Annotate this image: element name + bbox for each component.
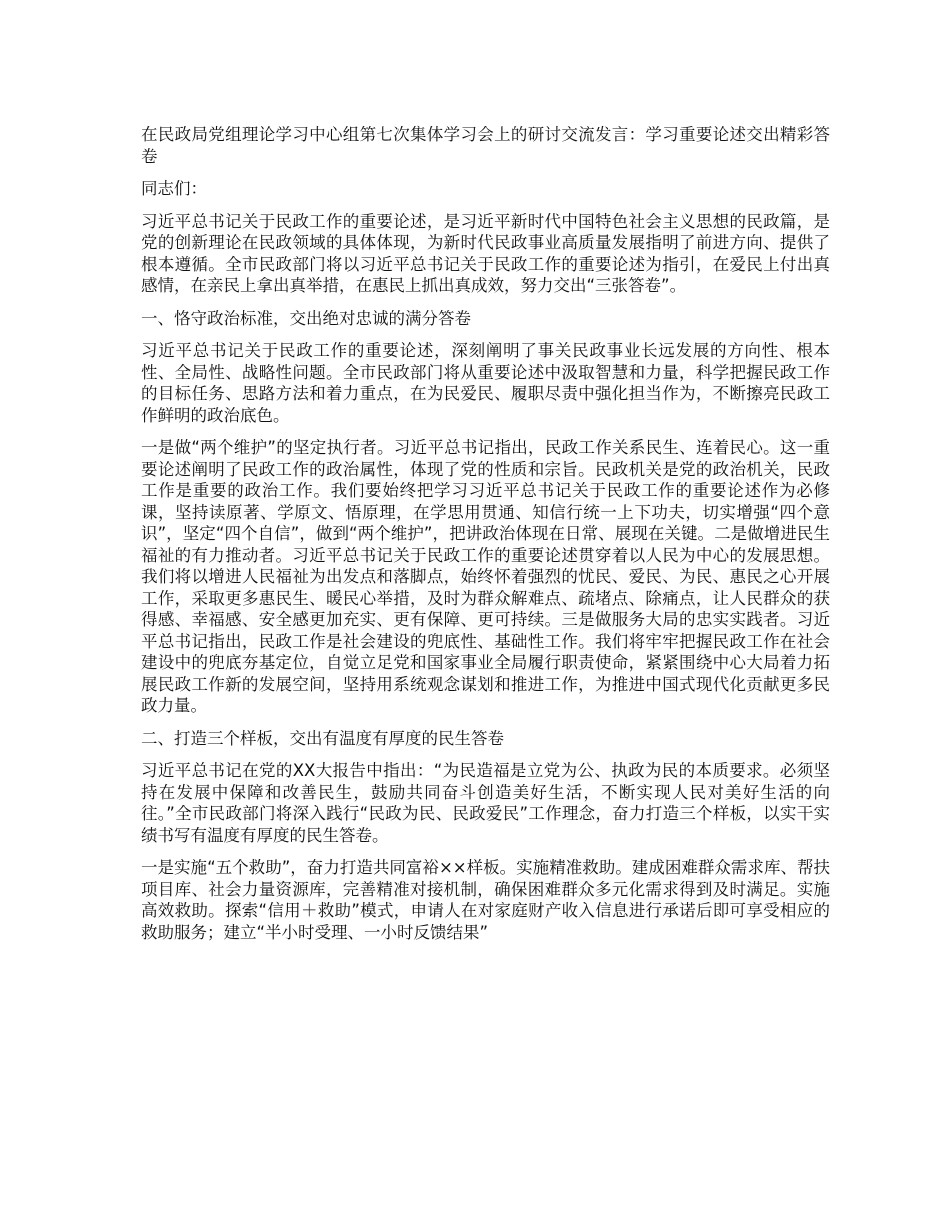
section-1-paragraph-2: 一是做“两个维护”的坚定执行者。习近平总书记指出，民政工作关系民生、连着民心。这一重要论述阐明了民政工作的政治属性，体现了党的性质和宗旨。民政机关是党的政治机关，民政工作是重要的政治工作。我们要始终把学习习近平总书记关于民政工作的重要论述作为必修课，坚持读原著、学原文、悟原理，在学思用贯通、知信行统一上下功夫，切实增强“四个意识”，坚定“四个自信”，做到“两个维护”，把讲政治体现在日常、展现在关键。二是做增进民生福祉的有力推动者。习近平总书记关于民政工作的重要论述贯穿着以人民为中心的发展思想。我们将以增进人民福祉为出发点和落脚点，始终怀着强烈的忧民、爱民、为民、惠民之心开展工作，采取更多惠民生、暖民心举措，及时为群众解难点、疏堵点、除痛点，让人民群众的获得感、幸福感、安全感更加充实、更有保障、更可持续。三是做服务大局的忠实实践者。习近平总书记指出，民政工作是社会建设的兜底性、基础性工作。我们将牢牢把握民政工作在社会建设中的兜底夯基定位，自觉立足党和国家事业全局履行职责使命，紧紧围绕中心大局着力拓展民政工作新的发展空间，坚持用系统观念谋划和推进工作，为推进中国式现代化贡献更多民政力量。 <box>141 438 830 715</box>
section-2-paragraph-2: 一是实施“五个救助”，奋力打造共同富裕××样板。实施精准救助。建成困难群众需求库、帮扶项目库、社会力量资源库，完善精准对接机制，确保困难群众多元化需求得到及时满足。实施高效救助。探索“信用＋救助”模式，申请人在对家庭财产收入信息进行承诺后即可享受相应的救助服务；建立“半小时受理、一小时反馈结果” <box>141 858 830 942</box>
section-1-paragraph-1: 习近平总书记关于民政工作的重要论述，深刻阐明了事关民政事业长远发展的方向性、根本性、全局性、战略性问题。全市民政部门将从重要论述中汲取智慧和力量，科学把握民政工作的目标任务、思路方法和着力重点，在为民爱民、履职尽责中强化担当作为，不断擦亮民政工作鲜明的政治底色。 <box>141 341 830 425</box>
document-title: 在民政局党组理论学习中心组第七次集体学习会上的研讨交流发言：学习重要论述交出精彩答卷 <box>141 125 830 166</box>
section-1-heading: 一、恪守政治标准，交出绝对忠诚的满分答卷 <box>141 308 471 328</box>
intro-paragraph: 习近平总书记关于民政工作的重要论述，是习近平新时代中国特色社会主义思想的民政篇，是党的创新理论在民政领域的具体体现，为新时代民政事业高质量发展指明了前进方向、提供了根本遵循。全市民政部门将以习近平总书记关于民政工作的重要论述为指引，在爱民上付出真感情，在亲民上拿出真举措，在惠民上抓出真成效，努力交出“三张答卷”。 <box>141 211 830 295</box>
section-2-heading: 二、打造三个样板，交出有温度有厚度的民生答卷 <box>141 728 504 748</box>
document-page <box>141 124 830 954</box>
section-2-paragraph-1: 习近平总书记在党的XX大报告中指出：“为民造福是立党为公、执政为民的本质要求。必须坚持在发展中保障和改善民生，鼓励共同奋斗创造美好生活，不断实现人民对美好生活的向往。”全市民政部门将深入践行“民政为民、民政爱民”工作理念，奋力打造三个样板，以实干实绩书写有温度有厚度的民生答卷。 <box>141 761 830 845</box>
greeting: 同志们： <box>141 179 207 198</box>
